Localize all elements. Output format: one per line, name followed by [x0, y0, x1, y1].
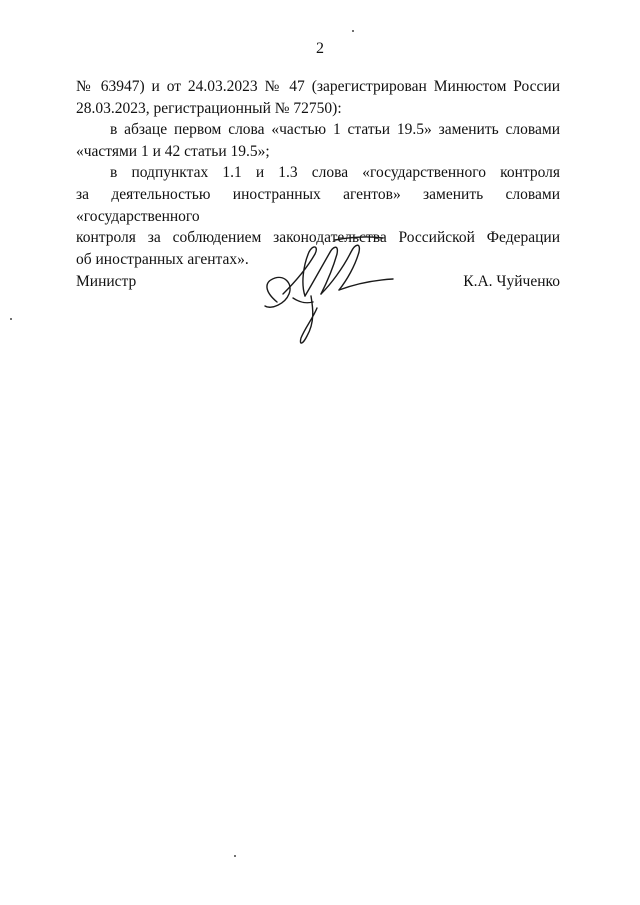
text-line: контроля за соблюдением законодательства Российской Федерации [76, 229, 560, 247]
scan-speck [352, 30, 354, 32]
text-line: в подпунктах 1.1 и 1.3 слова «государственного контроля [110, 164, 560, 182]
text-line: № 63947) и от 24.03.2023 № 47 (зарегистрирован Минюстом России [76, 78, 560, 95]
paragraph-amendment-1 [76, 119, 560, 162]
paragraph-continuation [76, 76, 560, 119]
page-number: 2 [316, 40, 324, 57]
text-line: об иностранных агентах». [76, 250, 249, 268]
text-line: 28.03.2023, регистрационный № 72750): [76, 99, 342, 117]
scan-speck [10, 318, 12, 320]
handwritten-signature [255, 232, 405, 352]
text-line: за деятельностью иностранных агентов» заменить словами «государственного [76, 185, 560, 225]
signer-name: К.А. Чуйченко [463, 273, 560, 290]
scan-speck [234, 855, 236, 857]
text-line: в абзаце первом слова «частью 1 статьи 19.5» заменить словами [110, 121, 560, 139]
signer-position: Министр [76, 273, 137, 290]
text-line: «частями 1 и 42 статьи 19.5»; [76, 142, 270, 160]
